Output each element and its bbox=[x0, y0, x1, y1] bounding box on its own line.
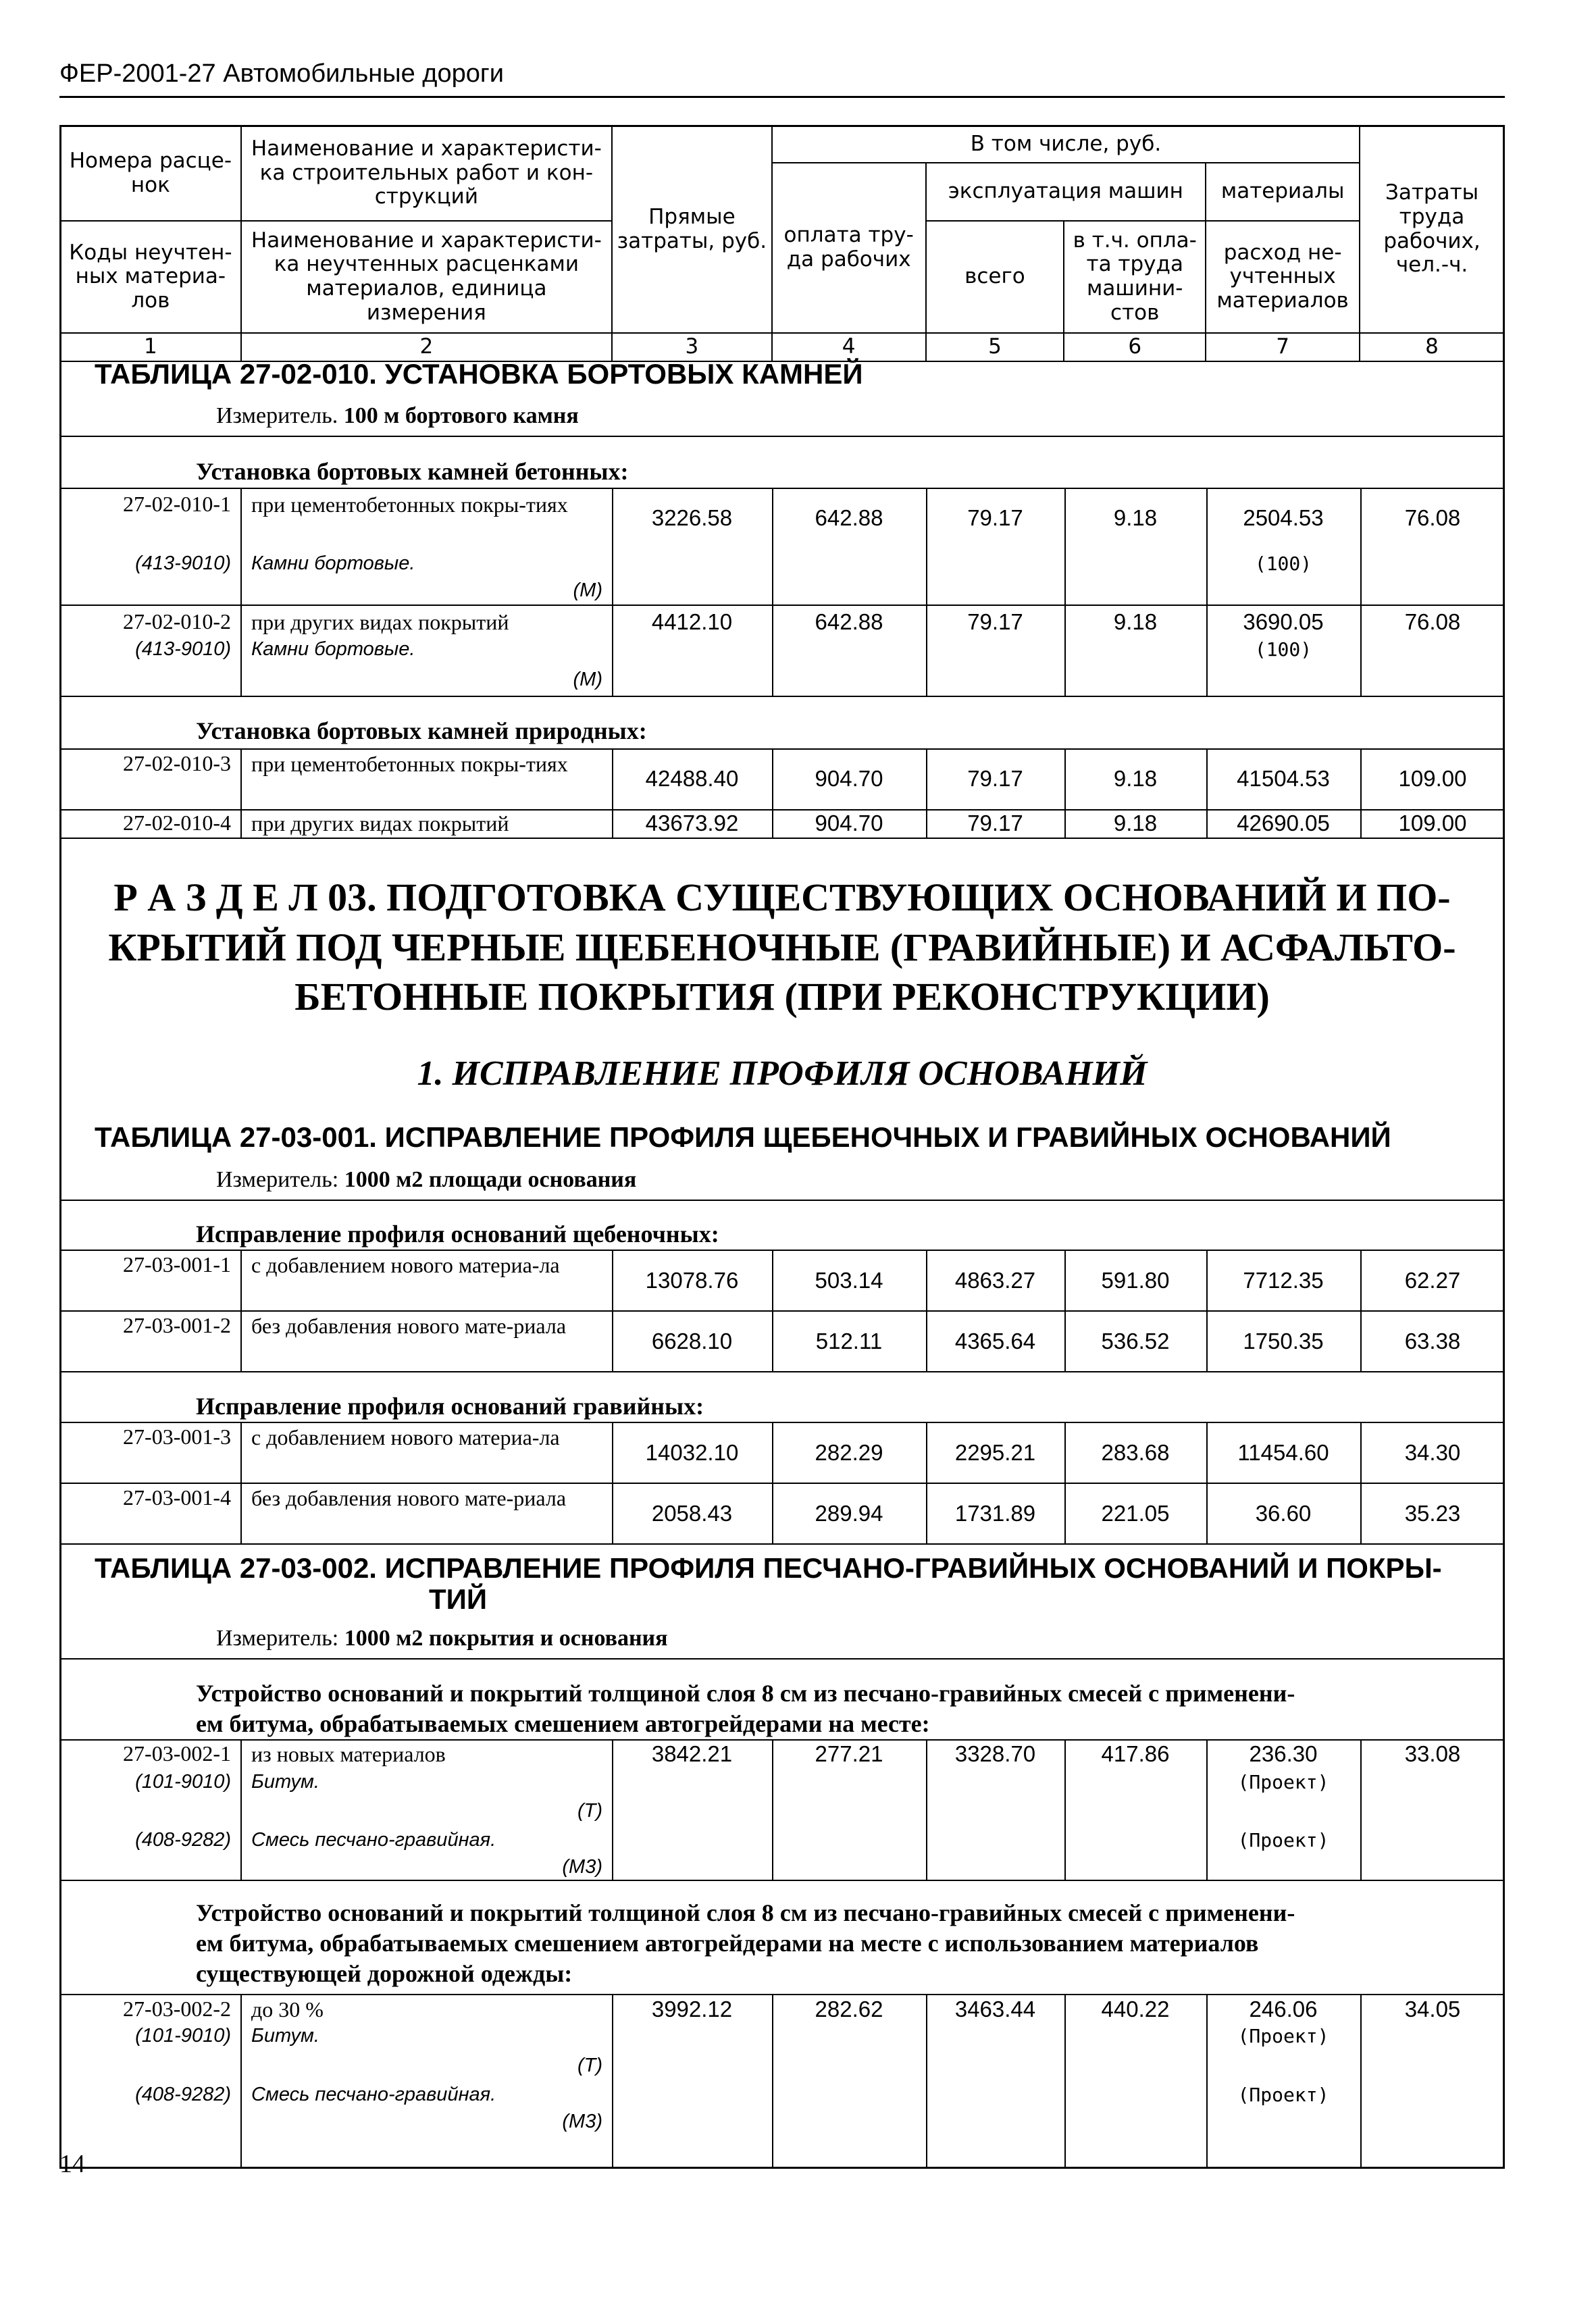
cell-labor-pay: 904.70 bbox=[815, 811, 883, 835]
group-heading-line: ем битума, обрабатываемых смешением автогрейдерами на месте: bbox=[196, 1710, 930, 1737]
cell-labor-cost: 76.08 bbox=[1404, 609, 1461, 634]
resource-name: Смесь песчано-гравийная. bbox=[251, 2084, 496, 2105]
cell-direct-costs: 3842.21 bbox=[651, 1741, 733, 1766]
resource-unit: (М3) bbox=[562, 1856, 602, 1878]
col-num-8: 8 bbox=[1360, 333, 1504, 361]
header-material-name: Наименование и характеристи-ка неучтенных расценками материалов, единица измерения bbox=[241, 221, 612, 333]
rule bbox=[59, 1543, 1505, 1545]
measure-27-03-001 bbox=[216, 1167, 636, 1193]
work-description: при других видах покрытий bbox=[251, 811, 509, 835]
resource-name: Камни бортовые. bbox=[251, 638, 415, 660]
cell-labor-pay: 282.62 bbox=[815, 1997, 883, 2022]
header-machines-total: всего bbox=[926, 221, 1064, 333]
rate-code: 27-02-010-2 bbox=[123, 609, 231, 634]
cell-labor-cost: 62.27 bbox=[1404, 1268, 1461, 1293]
work-description: при цементобетонных покры-тиях bbox=[251, 752, 568, 776]
work-description: без добавления нового мате-риала bbox=[251, 1486, 567, 1510]
rule bbox=[59, 838, 1505, 839]
cell-labor-pay: 277.21 bbox=[815, 1741, 883, 1766]
work-description: без добавления нового мате-риала bbox=[251, 1314, 567, 1338]
cell-materials: 3690.05 bbox=[1243, 609, 1324, 634]
subsection-heading: 1. ИСПРАВЛЕНИЕ ПРОФИЛЯ ОСНОВАНИЙ bbox=[417, 1054, 1148, 1093]
cell-materials: 11454.60 bbox=[1237, 1440, 1329, 1465]
cell-labor-pay: 904.70 bbox=[815, 766, 883, 791]
work-description: с добавлением нового материа-ла bbox=[251, 1425, 560, 1449]
header-including: В том числе, руб. bbox=[772, 126, 1360, 163]
cell-machines-total: 1731.89 bbox=[954, 1501, 1036, 1526]
table-title-27-03-002: ТАБЛИЦА 27-03-002. ИСПРАВЛЕНИЕ ПРОФИЛЯ ПЕСЧАНО-ГРАВИЙНЫХ ОСНОВАНИЙ И ПОКРЫ- bbox=[95, 1552, 1442, 1584]
rule bbox=[59, 605, 1505, 606]
col-num-1: 1 bbox=[60, 333, 241, 361]
cell-machines-total: 4863.27 bbox=[954, 1268, 1036, 1293]
cell-labor-cost: 35.23 bbox=[1404, 1501, 1461, 1526]
section-heading-line: БЕТОННЫЕ ПОКРЫТИЯ (ПРИ РЕКОНСТРУКЦИИ) bbox=[294, 975, 1270, 1019]
group-heading: Установка бортовых камней бетонных: bbox=[196, 458, 629, 485]
measure-unit: 1000 м2 покрытия и основания bbox=[344, 1626, 668, 1651]
section-heading-line: Р А З Д Е Л 03. ПОДГОТОВКА СУЩЕСТВУЮЩИХ ОСНОВАНИЙ И ПО- bbox=[113, 875, 1451, 919]
header-rate-numbers: Номера расце-нок bbox=[60, 126, 241, 221]
cell-materials-qty: (Проект) bbox=[1237, 2084, 1329, 2106]
rule bbox=[59, 1422, 1505, 1423]
header-machinist-pay: в т.ч. опла-та труда машини-стов bbox=[1064, 221, 1206, 333]
cell-labor-cost: 76.08 bbox=[1404, 505, 1461, 530]
cell-machines-total: 79.17 bbox=[967, 811, 1023, 835]
cell-materials-qty: (Проект) bbox=[1237, 1771, 1329, 1793]
cell-machines-total: 4365.64 bbox=[954, 1329, 1036, 1354]
rule bbox=[59, 696, 1505, 697]
cell-materials: 36.60 bbox=[1255, 1501, 1312, 1526]
cell-labor-cost: 109.00 bbox=[1398, 811, 1467, 835]
cell-machines-total: 79.17 bbox=[967, 505, 1023, 530]
resource-unit: (Т) bbox=[577, 2055, 602, 2076]
group-heading-line: Устройство оснований и покрытий толщиной слоя 8 см из песчано-гравийных смесей с применени- bbox=[196, 1899, 1295, 1926]
rule bbox=[240, 488, 242, 696]
cell-machinist-pay: 9.18 bbox=[1113, 505, 1158, 530]
measure-unit: 100 м бортового камня bbox=[343, 403, 579, 428]
cell-labor-pay: 503.14 bbox=[815, 1268, 883, 1293]
resource-name: Смесь песчано-гравийная. bbox=[251, 1829, 496, 1851]
cell-materials-qty: (100) bbox=[1254, 552, 1312, 575]
header-rule bbox=[59, 96, 1505, 98]
rule bbox=[59, 1200, 1505, 1201]
group-heading-line: существующей дорожной одежды: bbox=[196, 1960, 573, 1987]
rule bbox=[59, 1994, 1505, 1995]
cell-labor-cost: 109.00 bbox=[1398, 766, 1467, 791]
cell-machines-total: 3328.70 bbox=[954, 1741, 1036, 1766]
rate-code: 27-03-001-3 bbox=[123, 1424, 231, 1449]
section-heading-line: КРЫТИЙ ПОД ЧЕРНЫЕ ЩЕБЕНОЧНЫЕ (ГРАВИЙНЫЕ) И АСФАЛЬТО- bbox=[108, 925, 1456, 969]
rule bbox=[240, 1739, 242, 1880]
table-title-27-02-010: ТАБЛИЦА 27-02-010. УСТАНОВКА БОРТОВЫХ КАМНЕЙ bbox=[95, 358, 863, 390]
cell-machinist-pay: 283.68 bbox=[1101, 1440, 1170, 1465]
resource-code: (408-9282) bbox=[135, 1829, 231, 1851]
group-heading bbox=[196, 1898, 1295, 1989]
col-num-4: 4 bbox=[772, 333, 926, 361]
cell-machinist-pay: 221.05 bbox=[1101, 1501, 1170, 1526]
cell-direct-costs: 14032.10 bbox=[645, 1440, 739, 1465]
cell-machinist-pay: 9.18 bbox=[1113, 811, 1158, 835]
cell-machinist-pay: 9.18 bbox=[1113, 766, 1158, 791]
group-heading: Установка бортовых камней природных: bbox=[196, 717, 647, 744]
rule bbox=[240, 1422, 242, 1543]
cell-labor-pay: 642.88 bbox=[815, 505, 883, 530]
rate-code: 27-02-010-3 bbox=[123, 751, 231, 775]
work-description: при других видах покрытий bbox=[251, 610, 509, 634]
resource-name: Камни бортовые. bbox=[251, 552, 415, 574]
cell-labor-cost: 63.38 bbox=[1404, 1329, 1461, 1354]
cell-labor-cost: 34.05 bbox=[1404, 1997, 1461, 2022]
resource-code: (101-9010) bbox=[135, 1771, 231, 1793]
work-description: с добавлением нового материа-ла bbox=[251, 1253, 560, 1277]
rule bbox=[240, 748, 242, 838]
cell-direct-costs: 6628.10 bbox=[651, 1329, 733, 1354]
rate-code: 27-03-001-4 bbox=[123, 1485, 231, 1510]
resource-unit: (М) bbox=[573, 669, 602, 690]
cell-labor-pay: 282.29 bbox=[815, 1440, 883, 1465]
work-description: до 30 % bbox=[251, 1997, 324, 2022]
header-materials: материалы bbox=[1206, 163, 1360, 221]
table-title-27-03-001: ТАБЛИЦА 27-03-001. ИСПРАВЛЕНИЕ ПРОФИЛЯ ЩЕБЕНОЧНЫХ И ГРАВИЙНЫХ ОСНОВАНИЙ bbox=[95, 1121, 1391, 1153]
cell-materials: 7712.35 bbox=[1243, 1268, 1324, 1293]
measure-prefix: Измеритель: bbox=[216, 1167, 339, 1192]
resource-unit: (Т) bbox=[577, 1800, 602, 1822]
measure-unit: 1000 м2 площади основания bbox=[344, 1167, 637, 1192]
group-heading-line: ем битума, обрабатываемых смешением автогрейдерами на месте с использованием материалов bbox=[196, 1930, 1259, 1957]
col-num-3: 3 bbox=[612, 333, 772, 361]
column-header-table bbox=[59, 125, 1505, 362]
header-labor-pay: оплата тру-да рабочих bbox=[772, 163, 926, 333]
measure-prefix: Измеритель. bbox=[216, 403, 338, 428]
resource-code: (101-9010) bbox=[135, 2025, 231, 2047]
header-machines: эксплуатация машин bbox=[926, 163, 1206, 221]
cell-machinist-pay: 591.80 bbox=[1101, 1268, 1170, 1293]
cell-materials: 246.06 bbox=[1249, 1997, 1318, 2022]
group-heading: Исправление профиля оснований гравийных: bbox=[196, 1393, 704, 1420]
col-num-7: 7 bbox=[1206, 333, 1360, 361]
cell-machines-total: 2295.21 bbox=[954, 1440, 1036, 1465]
work-description: при цементобетонных покры-тиях bbox=[251, 492, 568, 517]
cell-labor-pay: 512.11 bbox=[815, 1329, 883, 1354]
resource-name: Битум. bbox=[251, 1771, 319, 1793]
rate-code: 27-03-001-2 bbox=[123, 1313, 231, 1337]
rule bbox=[59, 1739, 1505, 1741]
cell-machinist-pay: 536.52 bbox=[1101, 1329, 1170, 1354]
cell-materials: 41504.53 bbox=[1237, 766, 1330, 791]
rate-code: 27-02-010-4 bbox=[123, 811, 231, 835]
cell-machines-total: 79.17 bbox=[967, 766, 1023, 791]
group-heading: Исправление профиля оснований щебеночных: bbox=[196, 1220, 719, 1248]
cell-direct-costs: 3992.12 bbox=[651, 1997, 733, 2022]
cell-materials: 42690.05 bbox=[1237, 811, 1330, 835]
cell-direct-costs: 4412.10 bbox=[651, 609, 733, 634]
cell-materials-qty: (Проект) bbox=[1237, 2025, 1329, 2047]
resource-name: Битум. bbox=[251, 2025, 319, 2047]
rule bbox=[240, 1994, 242, 2169]
rule bbox=[59, 1483, 1505, 1484]
cell-materials: 236.30 bbox=[1249, 1741, 1318, 1766]
cell-direct-costs: 13078.76 bbox=[645, 1268, 739, 1293]
measure-prefix: Измеритель: bbox=[216, 1626, 339, 1651]
rule bbox=[59, 1250, 1505, 1251]
rule bbox=[59, 748, 1505, 750]
resource-code: (408-9282) bbox=[135, 2084, 231, 2105]
rule bbox=[59, 1658, 1505, 1660]
table-title-27-03-002-cont: ТИЙ bbox=[429, 1583, 488, 1615]
rule bbox=[59, 1371, 1505, 1372]
header-labor-cost: Затраты труда рабочих, чел.-ч. bbox=[1360, 126, 1504, 333]
cell-direct-costs: 43673.92 bbox=[645, 811, 739, 835]
rule bbox=[59, 1880, 1505, 1881]
resource-unit: (М) bbox=[573, 580, 602, 601]
header-material-codes: Коды неучтен-ных материа-лов bbox=[60, 221, 241, 333]
rule bbox=[240, 1250, 242, 1371]
page-number: 14 bbox=[59, 2150, 85, 2178]
header-work-name: Наименование и характеристи-ка строительных работ и кон-струкций bbox=[241, 126, 612, 221]
rate-code: 27-03-002-2 bbox=[123, 1997, 231, 2021]
col-num-5: 5 bbox=[926, 333, 1064, 361]
cell-materials-qty: (100) bbox=[1254, 638, 1312, 661]
cell-direct-costs: 2058.43 bbox=[651, 1501, 733, 1526]
cell-labor-pay: 642.88 bbox=[815, 609, 883, 634]
cell-machinist-pay: 440.22 bbox=[1101, 1997, 1170, 2022]
measure-27-03-002 bbox=[216, 1626, 668, 1651]
cell-machines-total: 3463.44 bbox=[954, 1997, 1036, 2022]
cell-labor-cost: 33.08 bbox=[1404, 1741, 1461, 1766]
cell-labor-cost: 34.30 bbox=[1404, 1440, 1461, 1465]
group-heading-line: Устройство оснований и покрытий толщиной слоя 8 см из песчано-гравийных смесей с применени- bbox=[196, 1680, 1295, 1707]
resource-code: (413-9010) bbox=[135, 552, 231, 574]
cell-materials-qty: (Проект) bbox=[1237, 1829, 1329, 1851]
col-num-2: 2 bbox=[241, 333, 612, 361]
cell-direct-costs: 3226.58 bbox=[651, 505, 733, 530]
col-num-6: 6 bbox=[1064, 333, 1206, 361]
cell-machinist-pay: 9.18 bbox=[1113, 609, 1158, 634]
cell-labor-pay: 289.94 bbox=[815, 1501, 883, 1526]
measure-27-02-010 bbox=[216, 403, 579, 429]
running-head: ФЕР-2001-27 Автомобильные дороги bbox=[59, 59, 504, 88]
cell-materials: 2504.53 bbox=[1243, 505, 1324, 530]
work-description: из новых материалов bbox=[251, 1742, 446, 1766]
header-unaccounted-materials: расход не-учтенных материалов bbox=[1206, 221, 1360, 333]
rate-code: 27-03-002-1 bbox=[123, 1741, 231, 1766]
cell-machinist-pay: 417.86 bbox=[1101, 1741, 1170, 1766]
cell-machines-total: 79.17 bbox=[967, 609, 1023, 634]
rate-code: 27-02-010-1 bbox=[123, 492, 231, 516]
rule bbox=[59, 1310, 1505, 1312]
rate-code: 27-03-001-1 bbox=[123, 1252, 231, 1277]
group-heading bbox=[196, 1678, 1295, 1739]
cell-direct-costs: 42488.40 bbox=[645, 766, 739, 791]
cell-materials: 1750.35 bbox=[1243, 1329, 1324, 1354]
header-direct-costs: Прямые затраты, руб. bbox=[612, 126, 772, 333]
resource-unit: (М3) bbox=[562, 2111, 602, 2132]
rule bbox=[59, 488, 1505, 489]
resource-code: (413-9010) bbox=[135, 638, 231, 660]
section-heading bbox=[59, 873, 1505, 1022]
rule bbox=[59, 436, 1505, 437]
